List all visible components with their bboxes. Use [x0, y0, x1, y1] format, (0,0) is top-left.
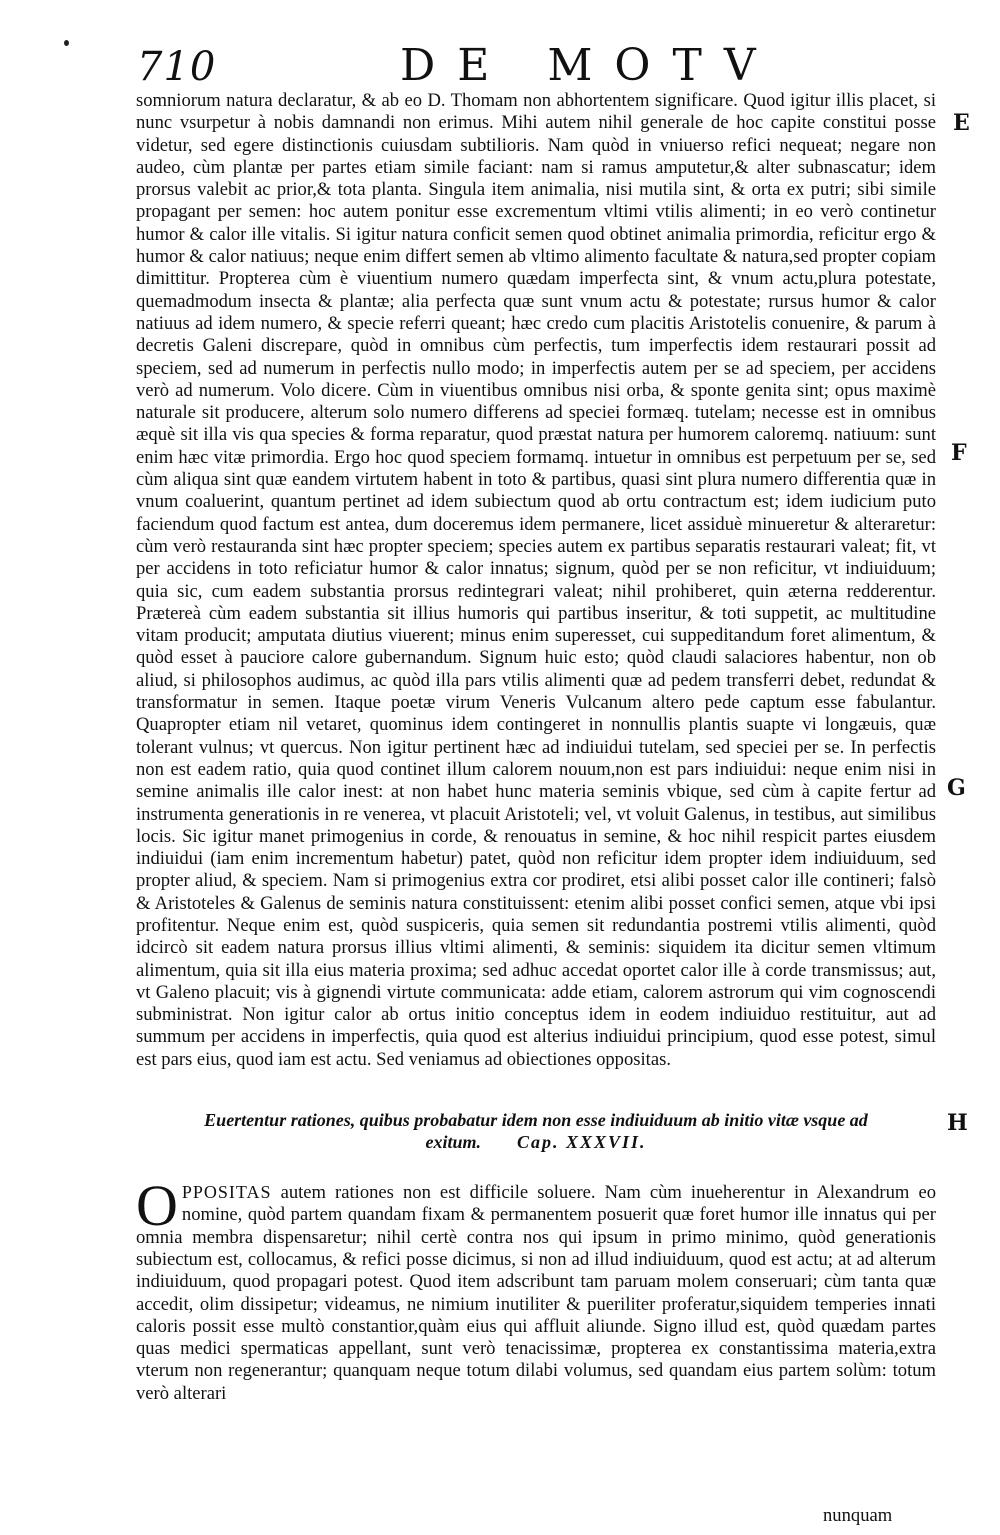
paragraph-2-text: autem rationes non est difficile soluere. Nam cùm inueherentur in Alexandrum eo nomine, quòd partem quandam fixam & permanentem posuerit quæ foret humor ille innatus qui per omnia membra dispensaretur; nihil certè contra nos qui ipsum in primo minimo, quòd generationis subiectum est, collocamus, & refici posse dicimus, si non ad illud indiuiduum, quod est actu; at ad alterum indiuiduum, quod propagari potest. Quod item adscribunt tam paruam molem conseruari; cùm tanta quæ accedit, olim dissipetur; videamus, ne nimium inutiliter & pueriliter proferatur,siquidem temperies innati caloris possit esse multò constantior,quàm eius qui affluit aliunde. Signo illud est, quòd quædam partes quas medici spermaticas appellant, sunt verò tenacissimæ, propterea ex constantissima materia,extra vterum non regenerantur; quanquam neque totum dilabi volumus, sed quandam eius partem solùm: totum verò alterari [136, 1182, 936, 1404]
catchword: nunquam [823, 1505, 893, 1526]
margin-marker-h: H [947, 1110, 968, 1136]
margin-marker-e: E [953, 110, 970, 136]
margin-marker-f: F [951, 440, 967, 466]
chapter-number: Cap. XXXVII. [516, 1132, 647, 1153]
page-number: 710 [137, 44, 217, 90]
drop-capital: O [136, 1173, 178, 1239]
paragraph-1: somniorum natura declaratur, & ab eo D. Thomam non abhortentem significare. Quod igitur illis placet, si nunc vsurpetur à nobis damnandi non erimus. Mihi autem nihil generale de hoc capite constitui posse videtur, sed egere distinctionis cuiusdam subtilioris. Nam quòd in vniuerso refici nequeat; negare non audeo, cùm plantæ per partes etiam simile faciant: nam si ramus amputetur,& alter subnascatur; idem prorsus valebit ac prior,& tota planta. Singula item animalia, nisi mutila sint, & orta ex putri; sibi simile propagant per semen: hoc autem ponitur esse excrementum vltimi vtilis alimenti; in eo verò continetur humor & calor ille vitalis. Si igitur natura conficit semen quod obtinet animalia primordia, reficitur ergo & humor & calor natiuus; neque enim differt semen ab vltimo alimento facultate & natura,sed propter copiam dimittitur. Propterea cùm è viuentium numero quædam imperfecta sint, & vnum actu,plura potestate, quemadmodum insecta & plantæ; alia perfecta quæ sunt vnum actu & potestate; rursus humor & calor natiuus ad idem numero, & specie referri queant; hæc credo cum placitis Aristotelis conuenire, & parum à decretis Galeni discrepare, quòd in omnibus cùm perfectis, tum imperfectis idem restaurari possit ad speciem, sed ad numerum in perfectis nullo modo; in imperfectis autem per se ad speciem, per accidens verò ad numerum. Volo dicere. Cùm in viuentibus omnibus nisi orba, & sponte genita sint; opus maximè naturale sit producere, alterum solo numero differens ad speciei formæq. tutelam; necesse est in omnibus æquè sit illa vis qua species & forma reparatur, quod præstat natura per humorem caloremq. natiuum: sunt enim hæc vitæ primordia. Ergo hoc quod speciem formamq. intuetur in omnibus est perpetuum per se, sed cùm aliqua sint quæ eandem virtutem habent in toto & partibus, quasi sint plura numero differentia quæ in vnum coaluerint, quantum pertinet ad idem subiectum quod ab ortu contractum est; idem iudicium puto faciendum quod factum est antea, dum doceremus idem permanere, licet assiduè minueretur & alteraretur: cùm verò restauranda sint hæc propter speciem; species autem ex partibus separatis restaurari valeat; fit, vt per accidens in toto reficiatur humor & calor innatus; signum, quòd per se non reficitur, vt indiuiduum; quia sic, cum eadem substantia prorsus redintegrari valeat; nihil prohiberet, quin æterna redderentur. Prætereà cùm eadem substantia sit illius humoris qui partibus inseritur, & toti suppetit, ac multitudine vitam producit; amputata diutius viuerent; minus enim superesset, cui suppeditandum foret alimentum, & quòd esset à pauciore calore gubernandum. Signum huic esto; quòd claudi salaciores habentur, non ob aliud, si philosophos audimus, ac quòd illa pars vtilis alimenti quæ ad pedem transferri debet, redundat & transformatur in semen. Itaque poetæ virum Veneris Vulcanum altero pede captum esse fabulantur. Quapropter etiam nil vetaret, quominus idem contingeret in nonnullis plantis suapte vi longæuis, quæ tolerant vulnus; vt quercus. Non igitur pertinent hæc ad indiuidui tutelam, sed speciei per se. In perfectis non est eadem ratio, quia quod continet illum calorem nouum,non est pars indiuidui: neque enim nisi in semine animalis ille calor inest: at non habet hunc materia seminis vbique, sed cùm à capite fertur ad instrumenta generationis in re venerea, vt placuit Aristoteli; vel, vt voluit Galenus, in testibus, aut similibus locis. Sic igitur manet primogenius in corde, & renouatus in semine, & hoc nihil respicit partes eiusdem indiuidui (iam enim incrementum habetur) patet, quòd non reficitur idem propter idem indiuiduum, sed propter aliud, & speciem. Nam si primogenius extra cor prodiret, etsi alibi posset calor ille contineri; falsò & Aristoteles & Galenus de seminis natura constituissent: etenim alibi posset confici semen, atque vbi ipsi profitentur. Neque enim est, quòd suspiceris, quia semen sit redundantia postremi vtilis alimenti, quòd idcircò sit eadem natura prorsus illius vltimi alimenti, & seminis: siquidem ita dicitur semen vltimum alimentum, quia sit illa eius materia proxima; sed adhuc accedat oportet calor ille à corde transmissus; aut, vt Galeno placuit; vis à gignendi virtute communicata: adde etiam, calorem astrorum qui vim cognoscendi subministrat. Non igitur calor ab ortus initio conceptus idem in eodem indiuiduo restituitur, aut ad summum per accidens in imperfectis, quia quod est alterius indiuidui principium, quod esse potest, simul est pars eius, quod iam est actu. Sed veniamus ad obiectiones oppositas. [136, 90, 936, 1070]
text-body [136, 90, 936, 1405]
running-title: DE MOTV [400, 40, 778, 91]
paragraph-2 [136, 1173, 936, 1405]
ink-spot [64, 40, 69, 46]
paragraph-2-lead: PPOSITAS [181, 1182, 272, 1203]
margin-marker-g: G [947, 775, 966, 801]
chapter-title: Euertentur rationes, quibus probabatur idem non esse indiuiduum ab initio vitæ vsque ad exitum. [204, 1110, 868, 1153]
chapter-heading [136, 1109, 936, 1153]
